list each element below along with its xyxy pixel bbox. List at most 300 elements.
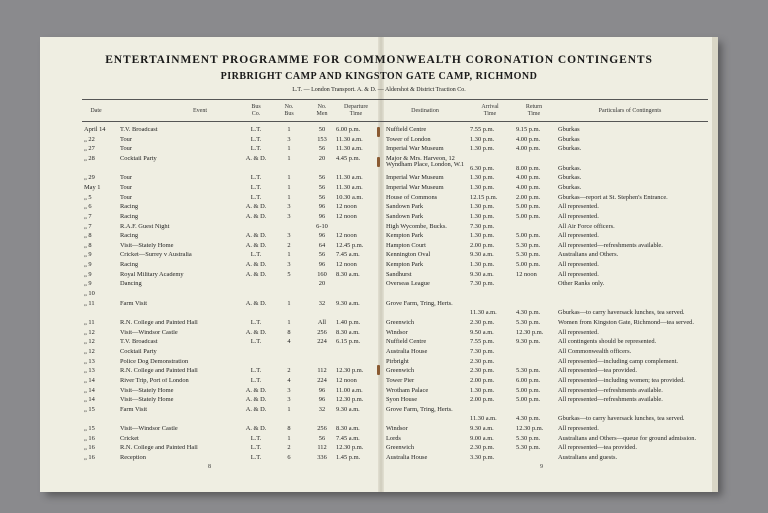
row-date: „ 12 (84, 338, 95, 346)
row-no-bus: 3 (287, 135, 291, 143)
row-no-bus: 4 (287, 376, 291, 384)
row-event: Visit—Windsor Castle (120, 426, 178, 433)
row-event: Tour (120, 194, 132, 201)
row-event: Racing (120, 233, 139, 240)
row-event: Tour (120, 175, 132, 182)
row-date: „ 16 (84, 434, 95, 442)
row-no-men: All (317, 318, 327, 326)
row-return: 4.00 p.m. (516, 174, 541, 182)
row-destination: High Wycombe, Bucks. (386, 222, 447, 230)
row-date: „ 13 (84, 357, 95, 365)
row-bus-co: L.T. (250, 444, 262, 452)
row-bus-co: A. & D. (245, 425, 267, 433)
row-no-men: 256 (317, 328, 327, 336)
row-bus-co: L.T. (250, 454, 262, 461)
row-return: 5.30 p.m. (516, 251, 541, 259)
row-particulars: All represented. (558, 212, 599, 220)
row-event: Dancing (120, 281, 142, 288)
row-particulars: Gburkas—report at St. Stephen's Entrance. (558, 193, 668, 201)
row-departure: 9.30 a.m. (336, 299, 360, 307)
row-particulars: All represented—tea provided. (558, 444, 637, 452)
row-arrival: 6.30 p.m. (470, 164, 495, 172)
row-date: „ 7 (84, 212, 92, 220)
row-no-men: 20 (318, 280, 326, 288)
row-bus-co: A. & D. (245, 203, 267, 211)
row-arrival: 2.00 p.m. (470, 241, 495, 249)
row-arrival: 9.30 a.m. (470, 251, 494, 259)
row-destination: Grove Farm, Tring, Herts. (386, 299, 453, 307)
row-destination: House of Commons (386, 193, 438, 201)
row-event: Cocktail Party (120, 155, 157, 162)
row-return: 5.30 p.m. (516, 318, 541, 326)
row-departure: 6.15 p.m. (336, 338, 361, 346)
row-destination: Overseas League (386, 280, 430, 288)
row-no-bus: 1 (287, 174, 291, 182)
row-bus-co: L.T. (250, 376, 262, 384)
row-destination: Windsor (386, 328, 408, 336)
row-bus-co: A. & D. (245, 270, 267, 278)
row-date: „ 28 (84, 154, 95, 162)
row-particulars: All represented—refreshments available. (558, 241, 663, 249)
row-return: 5.00 p.m. (516, 212, 541, 220)
row-no-bus: 1 (287, 299, 291, 307)
document-subtitle: PIRBRIGHT CAMP AND KINGSTON GATE CAMP, RICHMOND (220, 71, 538, 82)
row-departure: 8.30 a.m. (336, 270, 360, 278)
row-departure: 7.45 a.m. (336, 251, 360, 259)
row-return: 4.30 p.m. (516, 309, 541, 317)
row-bus-co: L.T. (250, 434, 262, 442)
row-no-men: 56 (318, 251, 326, 259)
row-return: 5.00 p.m. (516, 386, 541, 394)
row-arrival: 7.55 p.m. (470, 126, 495, 133)
row-particulars: All represented—including women; tea provided. (558, 376, 685, 384)
row-departure: 12.45 p.m. (336, 241, 364, 249)
row-arrival: 1.30 p.m. (470, 386, 495, 394)
row-bus-co: L.T. (250, 338, 262, 346)
row-destination: Imperial War Museum (386, 145, 444, 153)
row-event: R.A.F. Guest Night (120, 223, 170, 230)
row-date: „ 8 (84, 241, 92, 249)
row-bus-co: A. & D. (245, 232, 267, 240)
row-no-men: 32 (318, 405, 326, 413)
row-bus-co: L.T. (250, 251, 262, 259)
table-row (40, 455, 718, 467)
row-destination: Greenwich (386, 367, 415, 375)
row-return: 5.00 p.m. (516, 261, 541, 269)
row-date: „ 14 (84, 396, 95, 404)
row-event: Visit—Stately Home (120, 397, 174, 404)
row-event: Visit—Stately Home (120, 242, 174, 249)
row-no-men: 56 (318, 193, 326, 201)
row-event: Farm Visit (120, 300, 148, 307)
row-particulars: All contingents should be represented. (558, 338, 657, 346)
header-particulars: Particulars of Contingents (598, 108, 662, 114)
row-event: R.N. College and Painted Hall (120, 319, 198, 326)
row-particulars: Gburkas. (558, 183, 582, 191)
row-event: Tour (120, 146, 132, 153)
row-no-men: 336 (317, 454, 327, 461)
row-particulars: Gburkas. (558, 164, 582, 172)
row-arrival: 3.30 p.m. (470, 454, 495, 461)
row-particulars: Gburkas—to carry haversack lunches, tea served. (558, 309, 685, 317)
row-no-bus: 1 (287, 154, 291, 162)
row-destination: Greenwich (386, 444, 415, 452)
header-no-men: No. Men (316, 104, 328, 117)
row-date: „ 9 (84, 261, 92, 269)
row-arrival: 2.00 p.m. (470, 376, 495, 384)
row-return: 9.30 p.m. (516, 338, 541, 346)
row-departure: 12 noon (336, 376, 357, 384)
row-no-bus: 8 (287, 328, 291, 336)
header-date: Date (90, 108, 102, 114)
header-arrival: Arrival Time (481, 104, 499, 117)
row-no-men: 20 (318, 154, 326, 162)
row-destination: Pirbright (386, 357, 409, 365)
row-arrival: 9.50 a.m. (470, 328, 494, 336)
row-particulars: All represented. (558, 328, 599, 336)
row-bus-co: A. & D. (245, 241, 267, 249)
row-departure: 11.30 a.m. (336, 183, 363, 191)
row-date: April 14 (84, 126, 106, 133)
binding-staple (377, 365, 380, 375)
row-bus-co: A. & D. (245, 212, 267, 220)
row-no-men: 256 (317, 425, 327, 433)
row-date: „ 9 (84, 270, 92, 278)
row-event: R.N. College and Painted Hall (120, 445, 198, 452)
header-destination: Destination (411, 108, 439, 114)
header-bottom-rule (82, 121, 708, 122)
row-destination: Wrotham Palace (386, 386, 429, 394)
row-destination: Sandown Park (386, 212, 424, 220)
row-departure: 4.45 p.m. (336, 154, 361, 162)
row-return: 8.00 p.m. (516, 164, 541, 172)
row-destination: Tower Pier (386, 376, 415, 384)
row-particulars: All represented. (558, 203, 599, 211)
row-event: Visit—Stately Home (120, 387, 174, 394)
row-arrival: 7.30 p.m. (470, 280, 495, 288)
row-no-bus: 3 (287, 261, 291, 269)
row-no-men: 56 (318, 174, 326, 182)
header-return: Return Time (525, 104, 543, 117)
row-particulars: Women from Kingston Gate, Richmond—tea served. (558, 318, 694, 326)
row-event: Visit—Windsor Castle (120, 329, 178, 336)
row-no-bus: 8 (287, 425, 291, 433)
row-no-bus: 2 (287, 367, 291, 375)
row-no-men: 96 (318, 261, 326, 269)
row-bus-co: L.T. (250, 318, 262, 326)
row-destination: Kennington Oval (386, 251, 431, 259)
binding-staple (377, 157, 380, 167)
row-event: T.V. Broadcast (120, 339, 158, 346)
row-destination: Kempton Park (386, 261, 424, 269)
row-particulars: Australians and Others. (558, 251, 619, 259)
row-departure: 7.45 a.m. (336, 434, 360, 442)
row-departure: 10.30 a.m. (336, 193, 363, 201)
row-return: 12 noon (516, 270, 537, 278)
row-return: 4.00 p.m. (516, 135, 541, 143)
row-departure: 12.30 p.m. (336, 367, 364, 375)
row-event: Cricket (120, 435, 139, 442)
row-arrival: 1.30 p.m. (470, 174, 495, 182)
row-departure: 11.00 a.m. (336, 386, 363, 394)
row-bus-co: A. & D. (245, 299, 267, 307)
row-event: Racing (120, 262, 139, 269)
row-no-men: 160 (317, 270, 327, 278)
row-return: 12.30 p.m. (516, 425, 544, 433)
row-date: „ 14 (84, 376, 95, 384)
row-arrival: 7.30 p.m. (470, 347, 495, 355)
row-no-bus: 1 (287, 193, 291, 201)
row-bus-co: A. & D. (245, 154, 267, 162)
row-departure: 12 noon (336, 232, 357, 240)
row-no-bus: 3 (287, 232, 291, 240)
row-arrival: 7.55 p.m. (470, 338, 495, 346)
row-destination: Imperial War Museum (386, 174, 444, 182)
row-departure: 12 noon (336, 203, 357, 211)
row-bus-co: A. & D. (245, 405, 267, 413)
row-particulars: All represented—tea provided. (558, 367, 637, 375)
row-departure: 12 noon (336, 212, 357, 220)
row-date: „ 9 (84, 280, 92, 288)
row-return: 9.15 p.m. (516, 126, 541, 133)
row-destination: Greenwich (386, 318, 415, 326)
header-departure: Departure Time (344, 104, 368, 117)
row-no-men: 56 (318, 183, 326, 191)
row-destination: Imperial War Museum (386, 183, 444, 191)
row-particulars: Gburkas—to carry haversack lunches, tea served. (558, 415, 685, 423)
row-particulars: Other Ranks only. (558, 280, 605, 288)
row-return: 2.00 p.m. (516, 193, 541, 201)
row-date: „ 15 (84, 425, 95, 433)
row-no-men: 32 (318, 299, 326, 307)
page-number-left: 8 (208, 464, 211, 470)
row-particulars: Gburkas. (558, 174, 582, 182)
row-event: Police Dog Demonstration (120, 358, 189, 365)
row-date: „ 12 (84, 347, 95, 355)
row-no-bus: 1 (287, 318, 291, 326)
transport-legend: L.T. — London Transport. A. & D. — Aldershot & District Traction Co. (292, 87, 466, 93)
row-date: „ 15 (84, 405, 95, 413)
row-departure: 9.30 a.m. (336, 405, 360, 413)
row-departure: 11.30 a.m. (336, 135, 363, 143)
row-no-men: 96 (318, 203, 326, 211)
row-destination: Sandhurst (386, 270, 412, 278)
row-event: Royal Military Academy (120, 271, 184, 278)
row-arrival: 9.30 a.m. (470, 270, 494, 278)
header-no-bus: No. Bus (284, 104, 294, 117)
row-bus-co: L.T. (250, 183, 262, 191)
row-no-bus: 3 (287, 203, 291, 211)
row-no-bus: 1 (287, 405, 291, 413)
row-no-bus: 5 (287, 270, 291, 278)
row-return: 5.30 p.m. (516, 434, 541, 442)
row-return: 5.30 p.m. (516, 241, 541, 249)
row-event: Racing (120, 204, 139, 211)
row-event: Tour (120, 136, 132, 143)
row-particulars: All Air Force officers. (558, 222, 615, 230)
row-no-bus: 3 (287, 386, 291, 394)
row-date: „ 5 (84, 193, 92, 201)
row-no-bus: 6 (287, 454, 291, 461)
row-no-bus: 2 (287, 444, 291, 452)
row-arrival: 2.30 p.m. (470, 357, 495, 365)
row-date: „ 16 (84, 454, 95, 461)
row-no-bus: 3 (287, 396, 291, 404)
row-arrival: 11.30 a.m. (470, 309, 497, 317)
row-event: Cocktail Party (120, 348, 157, 355)
row-no-bus: 2 (287, 241, 291, 249)
row-departure: 8.30 a.m. (336, 425, 360, 433)
row-departure: 8.30 a.m. (336, 328, 360, 336)
row-particulars: All represented. (558, 232, 599, 240)
row-date: „ 6 (84, 203, 92, 211)
row-bus-co: A. & D. (245, 328, 267, 336)
row-arrival: 1.30 p.m. (470, 212, 495, 220)
header-bus-co: Bus Co. (251, 104, 261, 117)
row-arrival: 1.30 p.m. (470, 135, 495, 143)
row-particulars: All represented. (558, 270, 599, 278)
row-arrival: 1.30 p.m. (470, 232, 495, 240)
row-arrival: 12.15 p.m. (470, 193, 498, 201)
row-return: 5.30 p.m. (516, 444, 541, 452)
row-bus-co: A. & D. (245, 386, 267, 394)
row-event: Tour (120, 184, 132, 191)
row-departure: 11.30 a.m. (336, 145, 363, 153)
row-no-men: 153 (317, 135, 327, 143)
row-no-men: 224 (317, 376, 327, 384)
page-number-right: 9 (540, 464, 543, 470)
row-return: 5.00 p.m. (516, 232, 541, 240)
row-departure: 12.30 p.m. (336, 444, 364, 452)
row-arrival: 2.30 p.m. (470, 367, 495, 375)
row-date: „ 12 (84, 328, 95, 336)
row-no-men: 64 (318, 241, 326, 249)
row-destination: Sandown Park (386, 203, 424, 211)
row-departure: 11.30 a.m. (336, 174, 363, 182)
row-arrival: 1.30 p.m. (470, 183, 495, 191)
row-arrival: 9.00 a.m. (470, 434, 494, 442)
binding-staple (377, 127, 380, 137)
row-date: „ 13 (84, 367, 95, 375)
row-no-men: 96 (318, 212, 326, 220)
row-destination: Australia House (386, 454, 428, 461)
row-destination: Major & Mrs. Harveon, 12 Wyndham Place, London, W.1 (386, 154, 465, 169)
row-return: 6.00 p.m. (516, 376, 541, 384)
row-bus-co: L.T. (250, 135, 262, 143)
row-no-men: 96 (318, 396, 326, 404)
header-event: Event (193, 108, 207, 114)
row-bus-co: L.T. (250, 174, 262, 182)
row-particulars: Gburkas (558, 126, 580, 133)
row-particulars: All represented—refreshments available. (558, 396, 663, 404)
row-date: „ 10 (84, 290, 95, 297)
row-particulars: All represented—refreshments available. (558, 386, 663, 394)
row-no-men: 50 (318, 126, 326, 133)
row-event: Racing (120, 213, 139, 220)
row-destination: Kempton Park (386, 232, 424, 240)
row-no-men: 56 (318, 145, 326, 153)
row-date: „ 14 (84, 386, 95, 394)
row-bus-co: L.T. (250, 126, 262, 133)
row-no-bus: 4 (287, 338, 291, 346)
row-no-men: 96 (318, 232, 326, 240)
row-return: 5.00 p.m. (516, 203, 541, 211)
row-event: R.N. College and Painted Hall (120, 368, 198, 375)
row-departure: 12.30 p.m. (336, 396, 364, 404)
row-no-bus: 1 (287, 434, 291, 442)
row-return: 12.30 p.m. (516, 328, 544, 336)
booklet-spread (40, 37, 718, 492)
row-destination: Nuffield Centre (386, 338, 427, 346)
row-no-men: 96 (318, 386, 326, 394)
row-particulars: All Commonwealth officers. (558, 347, 632, 355)
row-event: Cricket—Surrey v Australia (120, 252, 192, 259)
row-destination: Lords (386, 434, 401, 442)
row-arrival: 1.30 p.m. (470, 145, 495, 153)
row-date: „ 8 (84, 232, 92, 240)
row-departure: 1.45 p.m. (336, 454, 361, 461)
row-destination: Windsor (386, 425, 408, 433)
document-title: ENTERTAINMENT PROGRAMME FOR COMMONWEALTH CORONATION CONTINGENTS (105, 54, 653, 66)
row-event: Reception (120, 455, 146, 461)
row-particulars: Gburkas. (558, 145, 582, 153)
row-no-bus: 1 (287, 251, 291, 259)
row-no-men: 112 (317, 444, 327, 452)
row-bus-co: L.T. (250, 367, 262, 375)
row-no-men: 224 (317, 338, 327, 346)
row-date: „ 9 (84, 251, 92, 259)
row-bus-co: A. & D. (245, 396, 267, 404)
row-destination: Australia House (386, 347, 428, 355)
row-return: 4.00 p.m. (516, 145, 541, 153)
row-arrival: 2.00 p.m. (470, 396, 495, 404)
row-arrival: 1.30 p.m. (470, 203, 495, 211)
row-date: May 1 (84, 183, 101, 191)
row-no-men: 6-10 (316, 222, 328, 230)
row-particulars: Australians and guests. (558, 454, 618, 461)
row-particulars: Australians and Others—queue for ground admission. (558, 434, 697, 442)
row-departure: 12 noon (336, 261, 357, 269)
row-event: River Trip, Port of London (120, 377, 189, 384)
row-event: Farm Visit (120, 406, 148, 413)
row-no-bus: 1 (287, 145, 291, 153)
header-top-rule (82, 99, 708, 100)
row-return: 5.30 p.m. (516, 367, 541, 375)
row-particulars: Gburkas (558, 135, 580, 143)
row-date: „ 22 (84, 135, 95, 143)
row-bus-co: A. & D. (245, 261, 267, 269)
row-bus-co: L.T. (250, 145, 262, 153)
row-destination: Nuffield Centre (386, 126, 427, 133)
row-arrival: 11.30 a.m. (470, 415, 497, 423)
row-bus-co: L.T. (250, 193, 262, 201)
row-arrival: 2.30 p.m. (470, 444, 495, 452)
row-arrival: 2.30 p.m. (470, 318, 495, 326)
row-departure: 6.00 p.m. (336, 126, 361, 133)
row-return: 4.00 p.m. (516, 183, 541, 191)
row-no-bus: 1 (287, 126, 291, 133)
row-date: „ 7 (84, 222, 92, 230)
row-departure: 1.40 p.m. (336, 318, 361, 326)
row-date: „ 11 (84, 318, 95, 326)
row-destination: Syon House (386, 396, 418, 404)
row-date: „ 16 (84, 444, 95, 452)
row-date: „ 27 (84, 145, 95, 153)
row-date: „ 29 (84, 174, 95, 182)
row-no-men: 56 (318, 434, 326, 442)
row-particulars: All represented. (558, 261, 599, 269)
row-no-men: 112 (317, 367, 327, 375)
